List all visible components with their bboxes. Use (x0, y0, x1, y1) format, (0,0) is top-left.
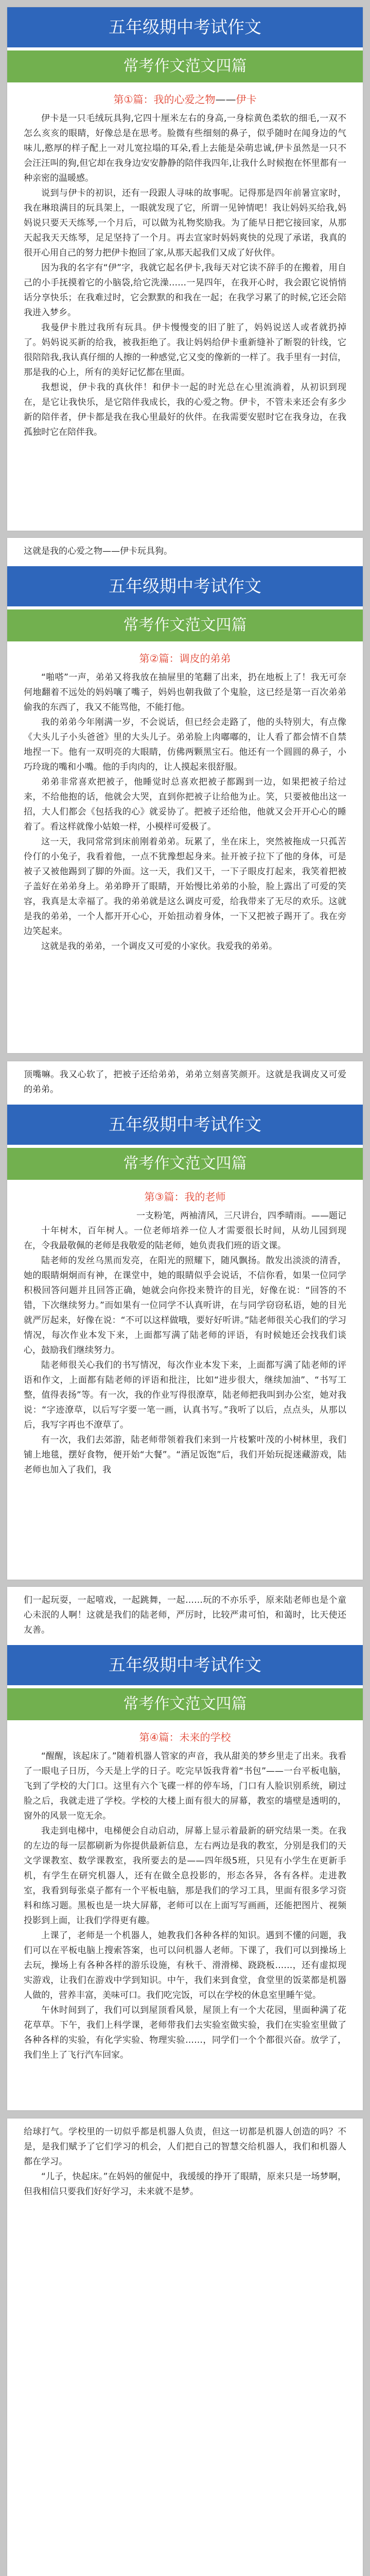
chapter-number: 第③篇： (144, 1191, 185, 1203)
essay-page-1 (7, 7, 363, 531)
paragraph: 说到与伊卡的初识，还有一段跟人寻味的故事呢。记得那是四年前暑宣家时，我在琳琅满目的玩具架上，一眼就发现了它，所谓一见钟情吧！我让妈妈买给我,妈妈说只要天天练琴,一个月后，可以做为礼物奖励我。为了能早日把它接回家，从那天起我天天练琴，足足坚持了一个月。再去宣家时妈妈爽快的兑现了承诺，我真的很开心用自己的努力把伊卡抱回了家,从那天起我们又成了好伙伴。 (24, 188, 346, 258)
paragraph: “啪嗒”一声，弟弟又将我放在抽屉里的笔翻了出来，扔在地板上了！我无可奈何地翻着不远处的妈妈嚷了嘴子，妈妈也朝我做了个鬼脸，这已经是第一百次弟弟偷我的东西了，我又不能骂他，不能打他。 (24, 672, 346, 713)
chapter-heading (24, 1189, 346, 1205)
essay-page-2 (7, 538, 363, 1053)
paragraph: 这一天，我同常常到床前刚着弟弟。玩累了，坐在床上，突然被拖成一只孤苦伶仃的小兔子，我看着他，一点不犹豫想起身来。扯开被子拉下了他的身体，可是被子又被他踢到了脚的外面。这一天，我们又干，一下子眼皮打起来，我笑着把被子盖好在弟弟身上。弟弟睁开了眼睛，开始慢比弟弟的小脸，脸上露出了可爱的笑容，我真是太幸福了。我的弟弟就是这么调皮可爱，给我带来了无尽的欢乐。这就是我的弟弟，一个人都开开心心，开始扭动着身体，一下又把被子踢开了。我在旁边笑起来。 (24, 837, 346, 937)
essay-page-4 (7, 1587, 363, 2110)
chapter-title: 未来的学校 (179, 1731, 231, 1743)
paragraph: 午休时间到了，我们可以到屋顶看风景，屋顶上有一个大花园，里面种满了花花草草。下午，我们上科学课，老师带我们去实验室做实验，我们在实验室里做了各种各样的实验，有化学实验、物理实验……，同学们一个个都很兴奋。放学了，我们坐上了飞行汽车回家。 (24, 2005, 346, 2060)
page-title: 五年级期中考试作文 (7, 1105, 363, 1145)
page-continuation (7, 1587, 363, 1645)
paragraph: 有一次，我们去郊游，陆老师带领着我们来到一片枝繁叶茂的小树林里，我们铺上地毯，摆好食物，便开始“大餐”。“酒足饭饱”后，我们开始玩捉迷藏游戏，陆老师也加入了我们，我 (24, 1435, 346, 1475)
chapter-number: 第①篇： (113, 93, 154, 106)
essay-body (7, 1189, 363, 1478)
page-title: 五年级期中考试作文 (7, 1645, 363, 1685)
paragraph: 伊卡是一只毛绒玩具狗,它四十厘米左右的身高,一身棕黄色柔软的细毛,一双不怎么亥亥的眼睛，好像总是在思考。脸微有些细刻的鼻子，似乎随时在闻身边的气味儿,憨厚的样子配上一对儿宽拉塌的耳朵,看上去能是朵萌忠诚,伊卡虽然是一只不会汪汪叫的狗,但它却在我身边安安静静的陪伴我四年,让我什么时候抱在怀里都有一种亲密的温暖感。 (24, 113, 346, 183)
chapter-number: 第②篇： (139, 652, 180, 665)
paragraph: 我想说，伊卡我的真伙伴！和伊卡一起的时光总在心里流淌着，从初识到现在，是它让我快乐，是它陪伴我成长，我的心爱之物。伊卡，不管未来还会有多少新的陪伴者，伊卡都是我在我心里最好的伙伴。在我需要安慰时它在我身边，在我孤独时它在陪伴我。 (24, 382, 346, 437)
page-subtitle: 常考作文范文四篇 (7, 1688, 363, 1720)
essay-body (7, 1730, 363, 2063)
paragraph: 十年树木，百年树人。一位老师培养一位人才需要很长时间，从幼儿园到现在，令我最敬佩的老师是我敬爱的陆老师，她负责我们班的语文课。 (24, 1226, 346, 1251)
page-continuation (7, 538, 363, 566)
paragraph: 陆老师的发丝乌黑而发亮，在阳光的照耀下，随风飘扬。散发出淡淡的清香，她的眼睛炯炯而有神，在课堂中，她的眼睛似乎会说话，不信你看，如果一位同学积极回答问题并且回答正确，她就会向你投来赞许的目光，好像在说：“回答的不错，下次继续努力。”而如果有一位同学不认真听讲，在与同学窃窃私语，她的目光就严厉起来，好像在说：“不可以这样做哦，要好好听讲。”陆老师很关心我们的学习情况，每次作业本发下来，上面都写满了陆老师的评语，有时候她还会找我们谈心，鼓励我们继续努力。 (24, 1256, 346, 1355)
paragraph: 我曼伊卡胜过我所有玩具。伊卡慢慢变的旧了脏了，妈妈说送人或者就扔掉了。妈妈说买新的给我，被我拒绝了。我让妈妈给伊卡重新缝补了断裂的针线，它很陪陪我,我认真仔细的人擦的一种感觉,它又变的像新的一样了。我手里有一封信，那是我的心上，所有的美好记忆都在里面。 (24, 323, 346, 378)
continuation-text: 们一起玩耍，一起嘻戏，一起跳舞，一起……玩的不亦乐乎，原来陆老师也是个童心未泯的人啊！这就是我们的陆老师，严厉时，比较严肃可怕，和蔼时，比天使还友善。 (24, 1595, 346, 1635)
paragraph: 陆老师很关心我们的书写情况，每次作业本发下来，上面都写满了陆老师的评语和作文，上面都有陆老师的评语和批注，比如“进步很大，继续加油”、“书写工整，值得表扬”等。有一次，我的作业写得很潦草，陆老师把我叫到办公室，她对我说：“字迹潦草，以后写字要一笔一画，认真书写。”我听了以后，点点头，从那以后，我写字再也不潦草了。 (24, 1360, 346, 1430)
essay-page-3 (7, 1061, 363, 1580)
paragraph: “醒醒，该起床了。”随着机器人管家的声音，我从甜美的梦乡里走了出来。我看了一眼电子日历，今天是上学的日子。吃完早饭我背着“书包”——一台平板电脑，飞到了学校的大门口。这里有六个飞碟一样的停车场，门口有人脸识别系统，刷过脸之后，我就走进了学校。学校的大楼上面有很大的屏幕，教室的墙壁是透明的，窗外的风景一览无余。 (24, 1751, 346, 1821)
page-subtitle: 常考作文范文四篇 (7, 50, 363, 82)
essay-page-5 (7, 2119, 363, 2576)
paragraph: 因为我的名字有“伊”字，我就它起名伊卡,我每天对它读不辞手的在搬着，用自己的小手抚摸着它的小脑袋,给它洗澡……一晃四年，在我开心时，我会跟它说悄悄话分享快乐；在我难过时，它会默默的和我在一起；在我学习累了的时候,它还会陪我进入梦乡。 (24, 263, 346, 318)
chapter-heading (24, 1730, 346, 1745)
chapter-heading (24, 651, 346, 666)
chapter-title: 调皮的弟弟 (179, 652, 231, 665)
paragraph: 弟弟非常喜欢把被子，他睡觉时总喜欢把被子都踢到一边，如果把被子给过来，不给他抱的话，他就会大哭，直到你把被子让给他为止。笑，只要被他出这一招，大人们都会《包括我的心》就妥协了。把被子还给他，他就又会开开心心的睡着了。看这样就像小姑娘一样，小模样可爱极了。 (24, 777, 346, 832)
paragraph: 我走到电梯中，电梯便会自动启动，屏幕上显示着最新的研究结果一类。在我的左边的每一层都刷新为你提供最新信息，左右两边是我的教室，分别是我们的天文学课教室、数学课教室，我所要去的是——四年级5班，只见有小学生在更新手机，有学生在研究机器人，还有在做全息投影的，形态各异，各有各样。走进教室，我看到每张桌子都有一个平板电脑，那是我们的学习工具，里面有很多学习资料和练习题。黑板也是一块大屏幕，老师可以在上面写写画画，还能把图片、视频投影到上面，让我们学得更有趣。 (24, 1826, 346, 1926)
page-subtitle: 常考作文范文四篇 (7, 1148, 363, 1180)
continuation-text: 给球打气。学校里的一切似乎都是机器人负责，但这一切都是机器人创造的吗？不是，是我们赋予了它们学习的机会，人们把自己的智慧交给机器人，我们和机器人都在学习。 (24, 2127, 346, 2167)
page-continuation (7, 1061, 363, 1105)
chapter-author: 伊卡 (236, 93, 257, 106)
page-subtitle: 常考作文范文四篇 (7, 609, 363, 641)
chapter-heading (24, 92, 346, 107)
continuation-text: 顶嘴嘛。我又心软了，把被子还给弟弟，弟弟立刻喜笑颜开。这就是我调皮又可爱的弟弟。 (24, 1070, 346, 1095)
paragraph: 一支粉笔，两袖清风，三尺讲台，四季晴雨。——题记 (136, 1211, 346, 1221)
essay-body (7, 92, 363, 440)
chapter-title: 我的心爱之物 (153, 93, 216, 106)
paragraph: 我的弟弟今年刚满一岁，不会说话，但已经会走路了，他的头特别大，有点像《大头儿子小头爸爸》里的大头儿子。弟弟脸上肉嘟嘟的，让人看了都会情不自禁地捏一下。他有一双明亮的大眼睛，仿佛两颗黑宝石。他还有一个圆圆的鼻子，小巧玲珑的嘴和小嘴。他的手肉肉的，让人摸起来很舒服。 (24, 717, 346, 772)
chapter-number: 第④篇： (139, 1731, 180, 1743)
continuation-text: 这就是我的心爱之物——伊卡玩具狗。 (24, 546, 172, 556)
chapter-title: 我的老师 (184, 1191, 226, 1203)
page-continuation (7, 2119, 363, 2199)
paragraph: “儿子，快起床。”在妈妈的催促中，我缓缓的挣开了眼睛，原来只是一场梦啊，但我相信只要我们好好学习，未来就不是梦。 (24, 2172, 346, 2197)
page-title: 五年级期中考试作文 (7, 566, 363, 606)
paragraph: 这就是我的弟弟，一个调皮又可爱的小家伙。我爱我的弟弟。 (41, 941, 277, 952)
chapter-separator: —— (215, 93, 236, 106)
paragraph: 上课了，老师是一个机器人，她教我们各种各样的知识。遇到不懂的问题，我们可以在平板电脑上搜索答案，也可以问机器人老师。下课了，我们可以到操场上去玩，操场上有各种各样的游乐设施，有秋千、滑滑梯、跷跷板……，还有虚拟现实游戏，让我们在游戏中学到知识。中午，我们来到食堂，食堂里的饭菜都是机器人做的，营养丰富，美味可口。我们吃完饭，可以在学校的休息室里睡午觉。 (24, 1930, 346, 2001)
essay-body (7, 651, 363, 954)
page-title: 五年级期中考试作文 (7, 7, 363, 47)
